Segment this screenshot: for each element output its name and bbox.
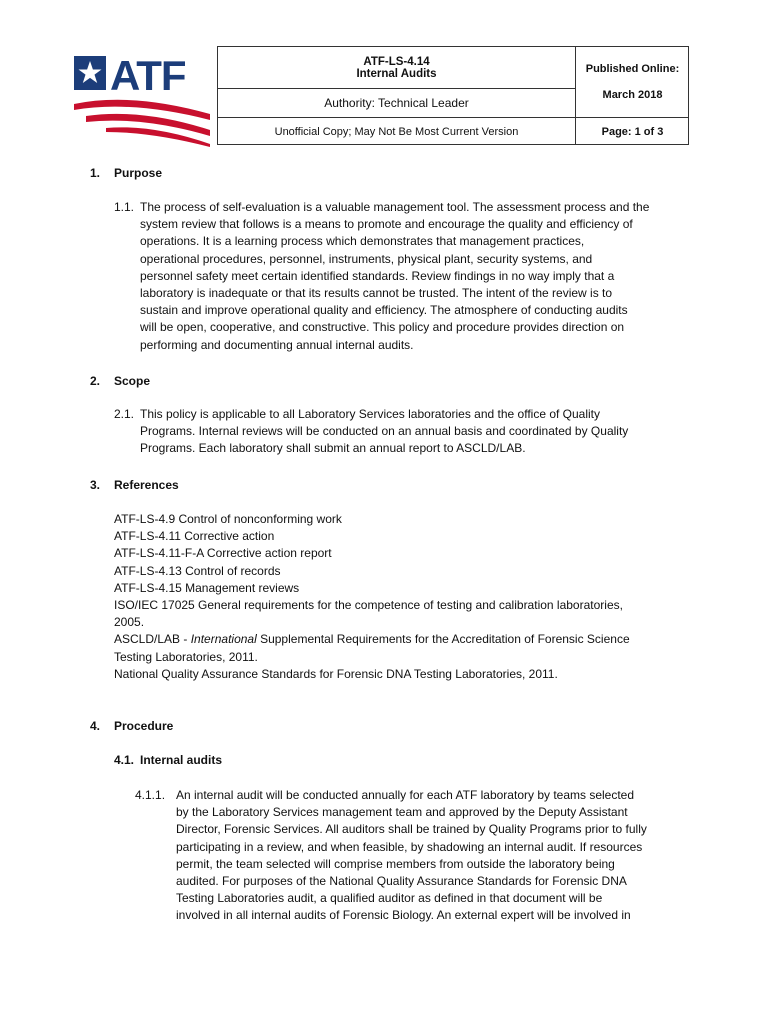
section-4-1-1-number: 4.1.1. [135,788,166,802]
published-cell [576,47,689,117]
section-1-1-number: 1.1. [114,200,135,214]
section-3-number: 3. [90,478,101,492]
scope-paragraph [140,406,680,458]
reference-item: ATF-LS-4.13 Control of records [114,563,281,578]
purpose-line: system review that follows is a means to promote and encourage the quality and efficiency of [140,217,633,232]
section-3-title: References [114,478,179,492]
procedure-line: participating in a review, and when feasible, by shadowing an internal audit. If resources [176,839,643,854]
section-4-title: Procedure [114,719,174,733]
doc-title: Internal Audits [356,67,437,80]
reference-item: ATF-LS-4.9 Control of nonconforming work [114,512,342,526]
purpose-line: personnel safety meet certain identified standards. Review findings in no way imply that a [140,268,615,283]
purpose-paragraph [140,199,680,354]
purpose-line: The process of self-evaluation is a valuable management tool. The assessment process and the [140,200,650,214]
page-number: Page: 1 of 3 [601,125,664,138]
unofficial-notice: Unofficial Copy; May Not Be Most Current Version [274,125,519,138]
procedure-line: Director, Forensic Services. All auditors shall be trained by Quality Programs prior to fully [176,822,647,837]
procedure-paragraph [176,787,716,925]
scope-line: Programs. Each laboratory shall submit an annual report to ASCLD/LAB. [140,441,526,456]
reference-item: Testing Laboratories, 2011. [114,649,258,664]
section-1-title: Purpose [114,166,163,180]
section-2-number: 2. [90,374,101,388]
published-label: Published Online: [585,63,680,75]
document-header-table [217,46,689,145]
purpose-line: will be open, cooperative, and constructive. This policy and procedure provides direction on [140,320,625,335]
reference-item-ascld: ASCLD/LAB - International Supplemental Requirements for the Accreditation of Forensic Science [114,632,630,647]
reference-item: National Quality Assurance Standards for Forensic DNA Testing Laboratories, 2011. [114,666,558,681]
atf-logo [72,52,212,148]
purpose-line: operations. It is a learning process which demonstrates that management practices, [140,234,585,249]
procedure-line: audited. For purposes of the National Quality Assurance Standards for Forensic DNA [176,874,627,889]
section-2-1-number: 2.1. [114,407,135,421]
procedure-line: by the Laboratory Services management team and approved by the Deputy Assistant [176,805,628,820]
scope-line: This policy is applicable to all Laboratory Services laboratories and the office of Quality [140,407,601,421]
procedure-line: permit, the team selected will comprise members from outside the laboratory being [176,856,615,871]
purpose-line: sustain and improve operational quality and efficiency. The atmosphere of conducting audits [140,303,628,318]
section-1-number: 1. [90,166,101,180]
authority: Authority: Technical Leader [324,96,469,110]
reference-item: 2005. [114,615,145,630]
section-4-1-number: 4.1. [114,753,135,767]
reference-item: ATF-LS-4.11-F-A Corrective action report [114,546,332,561]
reference-item: ATF-LS-4.15 Management reviews [114,580,300,595]
reference-item: ATF-LS-4.11 Corrective action [114,529,275,544]
logo-text: ATF [110,52,186,99]
section-2-title: Scope [114,374,151,388]
procedure-line: An internal audit will be conducted annually for each ATF laboratory by teams selected [176,788,635,802]
purpose-line: operational procedures, personnel, instruments, physical plant, security systems, and [140,251,593,266]
published-date: March 2018 [602,89,663,101]
purpose-line: performing and documenting annual internal audits. [140,337,414,352]
section-4-number: 4. [90,719,101,733]
scope-line: Programs. Internal reviews will be conducted on an annual basis and coordinated by Quality [140,424,629,439]
procedure-line: Testing Laboratories audit, a qualified auditor as defined in that document will be [176,891,603,906]
procedure-line: involved in all internal audits of Forensic Biology. An external expert will be involved in [176,908,631,923]
references-list [114,511,674,683]
doc-id: ATF-LS-4.14 [363,55,430,68]
header-doc-id-cell [218,47,575,88]
section-4-1-title: Internal audits [140,753,223,767]
reference-item: ISO/IEC 17025 General requirements for the competence of testing and calibration laboratories, [114,598,623,613]
purpose-line: laboratory is inadequate or that its results cannot be trusted. The intent of the review is to [140,286,613,301]
